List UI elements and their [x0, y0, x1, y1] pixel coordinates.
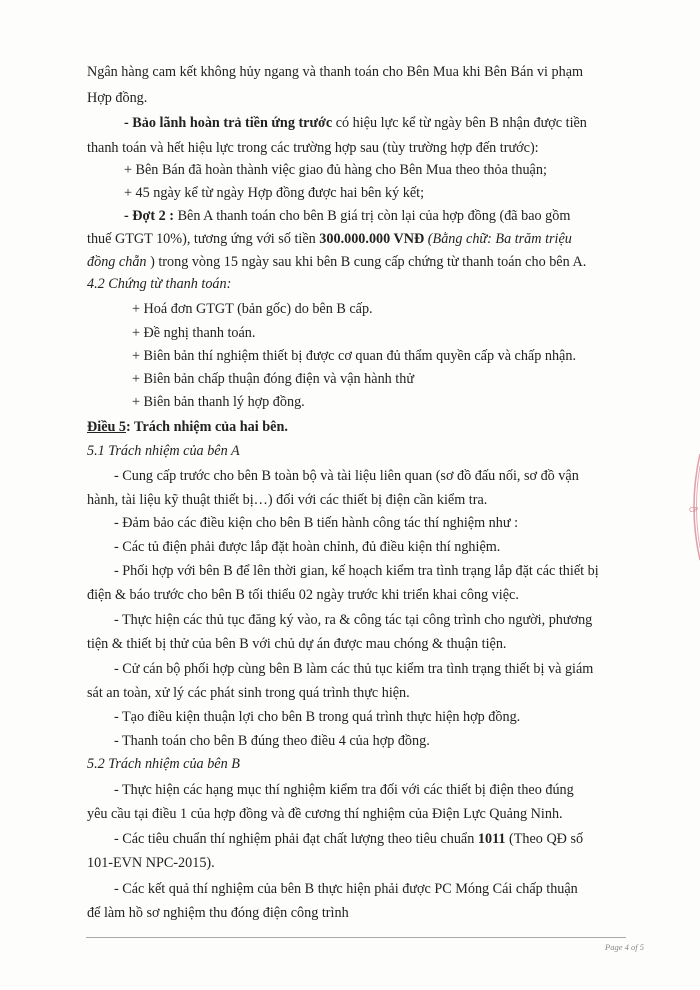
text-line: hành, tài liệu kỹ thuật thiết bị…) đối với các thiết bị điện cần kiểm tra. — [87, 492, 488, 508]
text-line: để làm hồ sơ nghiệm thu đóng điện công trình — [87, 905, 349, 921]
list-item: + Hoá đơn GTGT (bản gốc) do bên B cấp. — [132, 301, 373, 317]
list-item: - Đảm bảo các điều kiện cho bên B tiến hành công tác thí nghiệm như : — [114, 515, 519, 531]
red-stamp-edge — [686, 452, 700, 562]
text-span: - Các tiêu chuẩn thí nghiệm phải đạt chất lượng theo tiêu chuẩn — [114, 831, 478, 847]
list-item: - Tạo điều kiện thuận lợi cho bên B trong quá trình thực hiện hợp đồng. — [114, 709, 521, 725]
stamp-text: CP — [689, 506, 699, 514]
list-item: + Biên bản thanh lý hợp đồng. — [132, 394, 305, 410]
article-heading — [87, 418, 288, 436]
article-title: : Trách nhiệm của hai bên. — [126, 419, 288, 435]
list-item — [114, 830, 583, 848]
text-line — [87, 253, 586, 271]
page-number: Page 4 of 5 — [605, 942, 644, 952]
bold-term: - Bảo lãnh hoàn trả tiền ứng trước — [124, 115, 333, 131]
text-line — [124, 207, 570, 225]
text-span: (Theo QĐ số — [505, 831, 584, 847]
list-item: + 45 ngày kể từ ngày Hợp đồng được hai bên ký kết; — [124, 185, 425, 201]
article-number: Điều 5 — [87, 419, 127, 435]
text-line: tiện & thiết bị thử của bên B với chủ dự án được mau chóng & thuận tiện. — [87, 636, 507, 652]
text-line: 101-EVN NPC-2015). — [87, 855, 215, 871]
list-item: - Cung cấp trước cho bên B toàn bộ và tài liệu liên quan (sơ đồ đấu nối, sơ đồ vận — [114, 468, 579, 484]
text-span: Bên A thanh toán cho bên B giá trị còn lại của hợp đồng (đã bao gồm — [174, 208, 571, 224]
text-span: thuế GTGT 10%), tương ứng với số tiền — [87, 231, 320, 247]
text-line: Hợp đồng. — [87, 90, 148, 106]
list-item: - Thực hiện các thủ tục đăng ký vào, ra & công tác tại công trình cho người, phương — [114, 612, 593, 628]
list-item: - Phối hợp với bên B để lên thời gian, kế hoạch kiểm tra tình trạng lắp đặt các thiết bị — [114, 563, 599, 579]
text-span: ) trong vòng 15 ngày sau khi bên B cung cấp chứng từ thanh toán cho bên A. — [146, 254, 587, 270]
text-line: thanh toán và hết hiệu lực trong các trường hợp sau (tùy trường hợp đến trước): — [87, 140, 539, 156]
list-item: + Biên bản chấp thuận đóng điện và vận hành thử — [132, 371, 415, 387]
list-item: - Thực hiện các hạng mục thí nghiệm kiểm tra đối với các thiết bị điện theo đúng — [114, 782, 574, 798]
text-span: có hiệu lực kể từ ngày bên B nhận được tiền — [332, 115, 587, 131]
list-item: + Bên Bán đã hoàn thành việc giao đủ hàng cho Bên Mua theo thỏa thuận; — [124, 162, 547, 178]
footer-divider — [86, 937, 626, 938]
text-span: (Bằng chữ: Ba trăm triệu — [424, 231, 572, 247]
list-item: + Biên bản thí nghiệm thiết bị được cơ quan đủ thẩm quyền cấp và chấp nhận. — [132, 348, 576, 364]
text-line: sát an toàn, xử lý các phát sinh trong quá trình thực hiện. — [87, 685, 410, 701]
text-line: Ngân hàng cam kết không hủy ngang và thanh toán cho Bên Mua khi Bên Bán vi phạm — [87, 64, 584, 80]
section-heading: 5.1 Trách nhiệm của bên A — [87, 443, 240, 459]
text-line — [124, 114, 587, 132]
list-item: - Cử cán bộ phối hợp cùng bên B làm các thủ tục kiểm tra tình trạng thiết bị và giám — [114, 661, 594, 677]
list-item: - Các kết quả thí nghiệm của bên B thực hiện phải được PC Móng Cái chấp thuận — [114, 881, 578, 897]
standard-number: 1011 — [477, 831, 506, 847]
bold-term: - Đợt 2 : — [124, 208, 175, 224]
text-span: đồng chẵn — [87, 254, 147, 270]
text-line: yêu cầu tại điều 1 của hợp đồng và đề cương thí nghiệm của Điện Lực Quảng Ninh. — [87, 806, 563, 822]
list-item: + Đề nghị thanh toán. — [132, 325, 256, 341]
section-heading: 5.2 Trách nhiệm của bên B — [87, 756, 240, 772]
text-line — [87, 230, 572, 248]
section-heading: 4.2 Chứng từ thanh toán: — [87, 276, 232, 292]
list-item: - Các tủ điện phải được lắp đặt hoàn chỉnh, đủ điều kiện thí nghiệm. — [114, 539, 501, 555]
list-item: - Thanh toán cho bên B đúng theo điều 4 của hợp đồng. — [114, 733, 430, 749]
text-line: điện & báo trước cho bên B tối thiểu 02 ngày trước khi triển khai công việc. — [87, 587, 519, 603]
amount: 300.000.000 VNĐ — [319, 231, 425, 247]
